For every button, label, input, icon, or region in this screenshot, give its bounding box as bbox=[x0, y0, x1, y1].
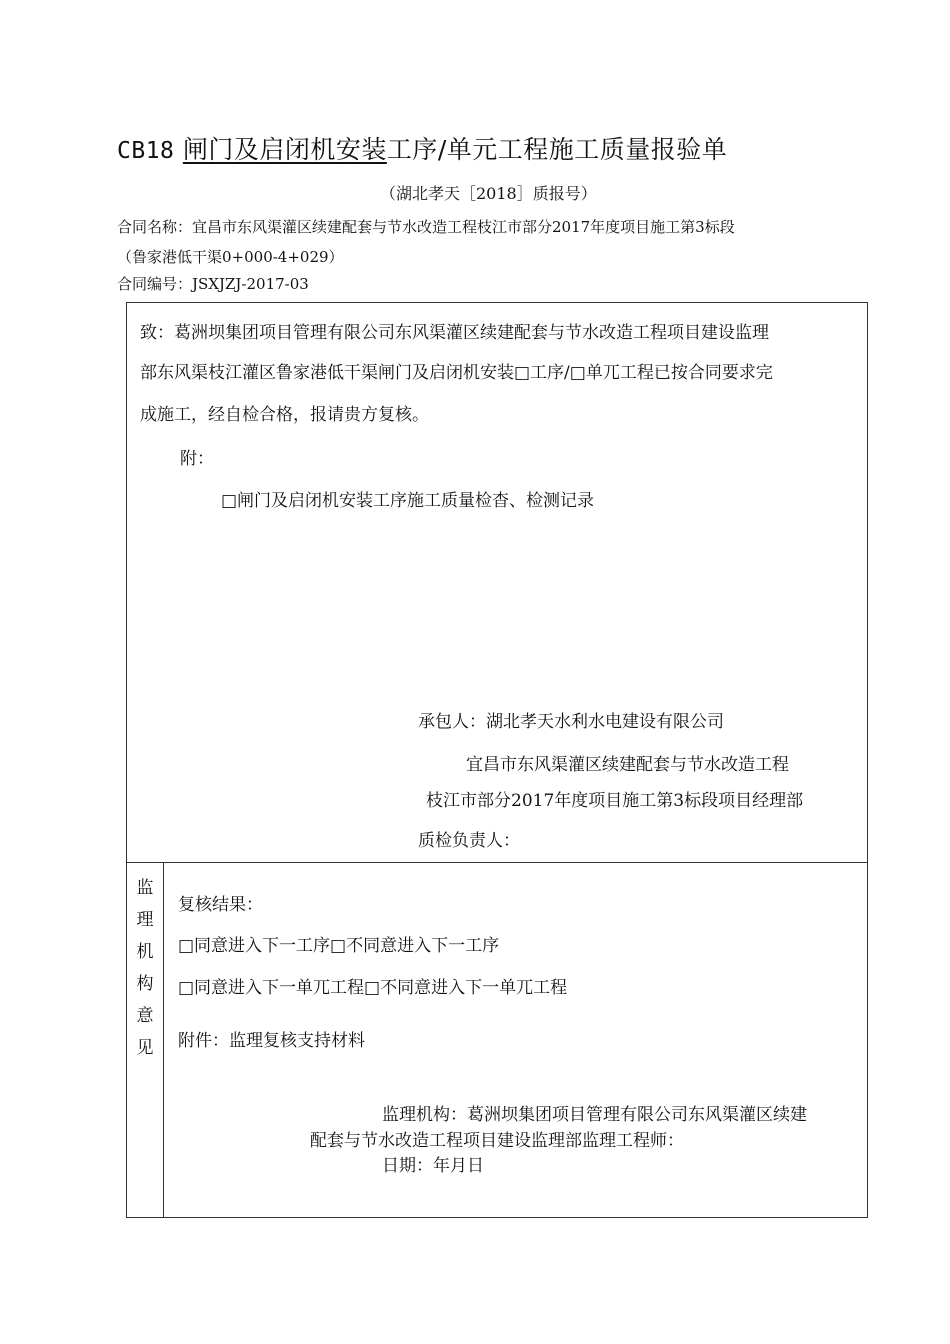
report-number: （湖北孝天［2018］质报号） bbox=[380, 184, 597, 203]
review-option-unit: □同意进入下一单兀工程□不同意进入下一单兀工程 bbox=[178, 978, 568, 998]
contract-number: 合同编号：JSXJZJ-2017-03 bbox=[117, 275, 309, 293]
contract-name: 合同名称：宜昌市东风渠灌区续建配套与节水改造工程枝江市部分2017年度项目施工第3标段 bbox=[117, 218, 735, 236]
project-name-1: 宜昌市东风渠灌区续建配套与节水改造工程 bbox=[466, 755, 789, 775]
addressee-line-2: 部东风渠枝江灌区鲁家港低干渠闸门及启闭机安装□工序/□单兀工程已按合同要求完 bbox=[140, 363, 773, 383]
project-name-2: 枝江市部分2017年度项目施工第3标段项目经理部 bbox=[426, 791, 804, 811]
addressee-line-1: 致：葛洲坝集团项目管理有限公司东风渠灌区续建配套与节水改造工程项目建设监理 bbox=[140, 323, 769, 343]
attachment-label: 附： bbox=[180, 449, 214, 469]
addressee-line-3: 成施工，经自检合格，报请贵方复核。 bbox=[140, 405, 429, 425]
contractor-name: 承包人：湖北孝天水利水电建设有限公司 bbox=[418, 712, 724, 732]
side-column-divider bbox=[163, 862, 164, 1218]
contract-name-cont: （鲁家港低干渠0+000-4+029） bbox=[117, 248, 344, 266]
attachment-item: □闸门及启闭机安装工序施工质量检杳、检测记录 bbox=[221, 491, 595, 511]
supervision-agency-1: 监理机构：葛洲坝集团项目管理有限公司东风渠灌区续建 bbox=[382, 1105, 807, 1125]
review-result-label: 复核结果： bbox=[178, 895, 263, 915]
form-code: CB18 bbox=[117, 138, 175, 164]
form-title bbox=[117, 130, 727, 166]
qc-person: 质检负责人： bbox=[418, 831, 520, 851]
title-rest: 工序/单元工程施工质量报验单 bbox=[386, 135, 728, 164]
title-underlined: 闸门及启闭机安装 bbox=[182, 135, 387, 164]
supervision-agency-2: 配套与节水改造工程项目建设监理部监理工程师： bbox=[310, 1131, 684, 1151]
table-divider bbox=[126, 862, 868, 863]
supervision-attachment: 附件：监理复核支持材料 bbox=[178, 1031, 365, 1051]
supervision-side-label: 监理机构意见 bbox=[136, 878, 154, 1058]
review-option-procedure: □同意进入下一工序□不同意进入下一工序 bbox=[178, 936, 500, 956]
supervision-date: 日期：年月日 bbox=[382, 1156, 484, 1176]
